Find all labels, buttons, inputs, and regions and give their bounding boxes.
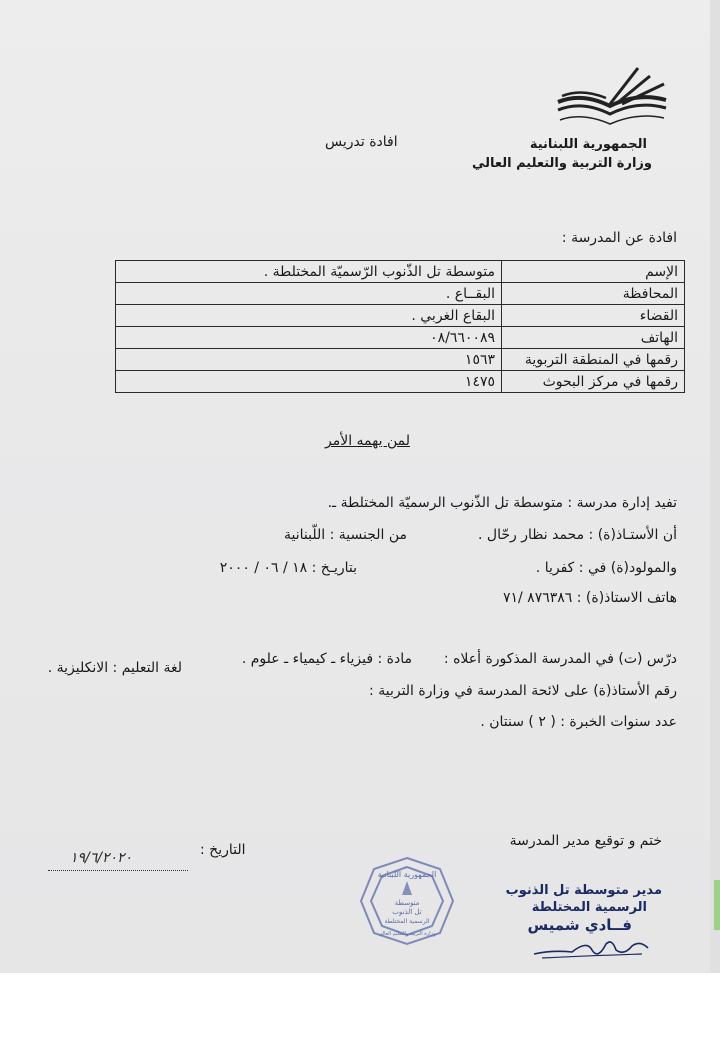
birth-date: بتاريـخ : ١٨ / ٠٦ / ٢٠٠٠ bbox=[219, 560, 357, 576]
document-title: افادة تدريس bbox=[325, 134, 398, 150]
experience-years: عدد سنوات الخبرة : ( ٢ ) سنتان . bbox=[480, 714, 677, 730]
school-info-row bbox=[116, 261, 685, 283]
row-label: الهاتف bbox=[502, 327, 685, 349]
signature-title: ختم و توقيع مدير المدرسة bbox=[509, 833, 662, 849]
row-label: القضاء bbox=[502, 305, 685, 327]
row-value: ١٤٧٥ bbox=[116, 371, 502, 393]
school-info-row bbox=[116, 349, 685, 371]
school-info-row bbox=[116, 305, 685, 327]
handwritten-date: ١٩/٦/٢٠٢٠ bbox=[70, 850, 133, 866]
row-label: المحافظة bbox=[502, 283, 685, 305]
body-line-school: تفيد إدارة مدرسة : متوسطة تل الذّنوب الرسميّة المختلطة ـ. bbox=[327, 495, 677, 511]
stamp-school-1: متوسطة bbox=[394, 899, 420, 907]
row-value: متوسطة تل الذّنوب الرّسميّة المختلطة . bbox=[116, 261, 502, 283]
nationality: من الجنسية : اللّبنانية bbox=[284, 527, 407, 543]
date-dotted-line bbox=[48, 870, 188, 871]
signature-scribble bbox=[532, 936, 652, 964]
row-label: رقمها في المنطقة التربوية bbox=[502, 349, 685, 371]
row-value: ٠٨/٦٦٠٠٨٩ bbox=[116, 327, 502, 349]
to-whom-heading: لمن يهمه الأمر bbox=[325, 433, 410, 449]
row-value: ١٥٦٣ bbox=[116, 349, 502, 371]
principal-title: مدير متوسطة تل الذنوب bbox=[505, 883, 662, 898]
stamp-school-3: الرسمية المختلطة bbox=[384, 918, 430, 925]
row-value: البقــاع . bbox=[116, 283, 502, 305]
birth-place: والمولود(ة) في : كفريا . bbox=[535, 560, 677, 576]
principal-name: فــادي شميس bbox=[527, 916, 632, 934]
school-stamp bbox=[358, 855, 456, 947]
date-label: التاريخ : bbox=[200, 842, 246, 858]
teacher-name: أن الأستـاذ(ة) : محمد نظار رحّال . bbox=[478, 527, 677, 543]
school-info-row bbox=[116, 371, 685, 393]
page-edge bbox=[710, 0, 720, 973]
school-info-heading: افادة عن المدرسة : bbox=[561, 230, 677, 246]
school-info-row bbox=[116, 327, 685, 349]
principal-school: الرسمية المختلطة bbox=[531, 900, 647, 915]
cedar-icon bbox=[402, 881, 412, 895]
stamp-bottom-text: وزارة التربية والتعليم العالي bbox=[378, 931, 436, 937]
row-value: البقاع الغربي . bbox=[116, 305, 502, 327]
stamp-school-2: تل الذنوب bbox=[392, 908, 422, 916]
republic-name: الجمهورية اللبنانية bbox=[529, 137, 647, 152]
school-info-table bbox=[115, 260, 685, 393]
school-info-row bbox=[116, 283, 685, 305]
subject: مادة : فيزياء ـ كيمياء ـ علوم . bbox=[241, 651, 412, 667]
row-label: رقمها في مركز البحوث bbox=[502, 371, 685, 393]
teaching-language: لغة التعليم : الانكليزية . bbox=[47, 660, 182, 676]
ministry-number: رقم الأستاذ(ة) على لائحة المدرسة في وزارة التربية : bbox=[369, 683, 677, 699]
ministry-name: وزارة التربية والتعليم العالي bbox=[471, 156, 652, 171]
stamp-top-text: الجمهورية اللبنانية bbox=[377, 870, 437, 879]
taught-at: درّس (ت) في المدرسة المذكورة أعلاه : bbox=[443, 651, 677, 667]
teacher-phone: هاتف الاستاذ(ة) : ٨٧٦٣٨٦ /٧١ bbox=[502, 590, 677, 606]
row-label: الإسم bbox=[502, 261, 685, 283]
book-emblem-icon bbox=[552, 62, 672, 132]
